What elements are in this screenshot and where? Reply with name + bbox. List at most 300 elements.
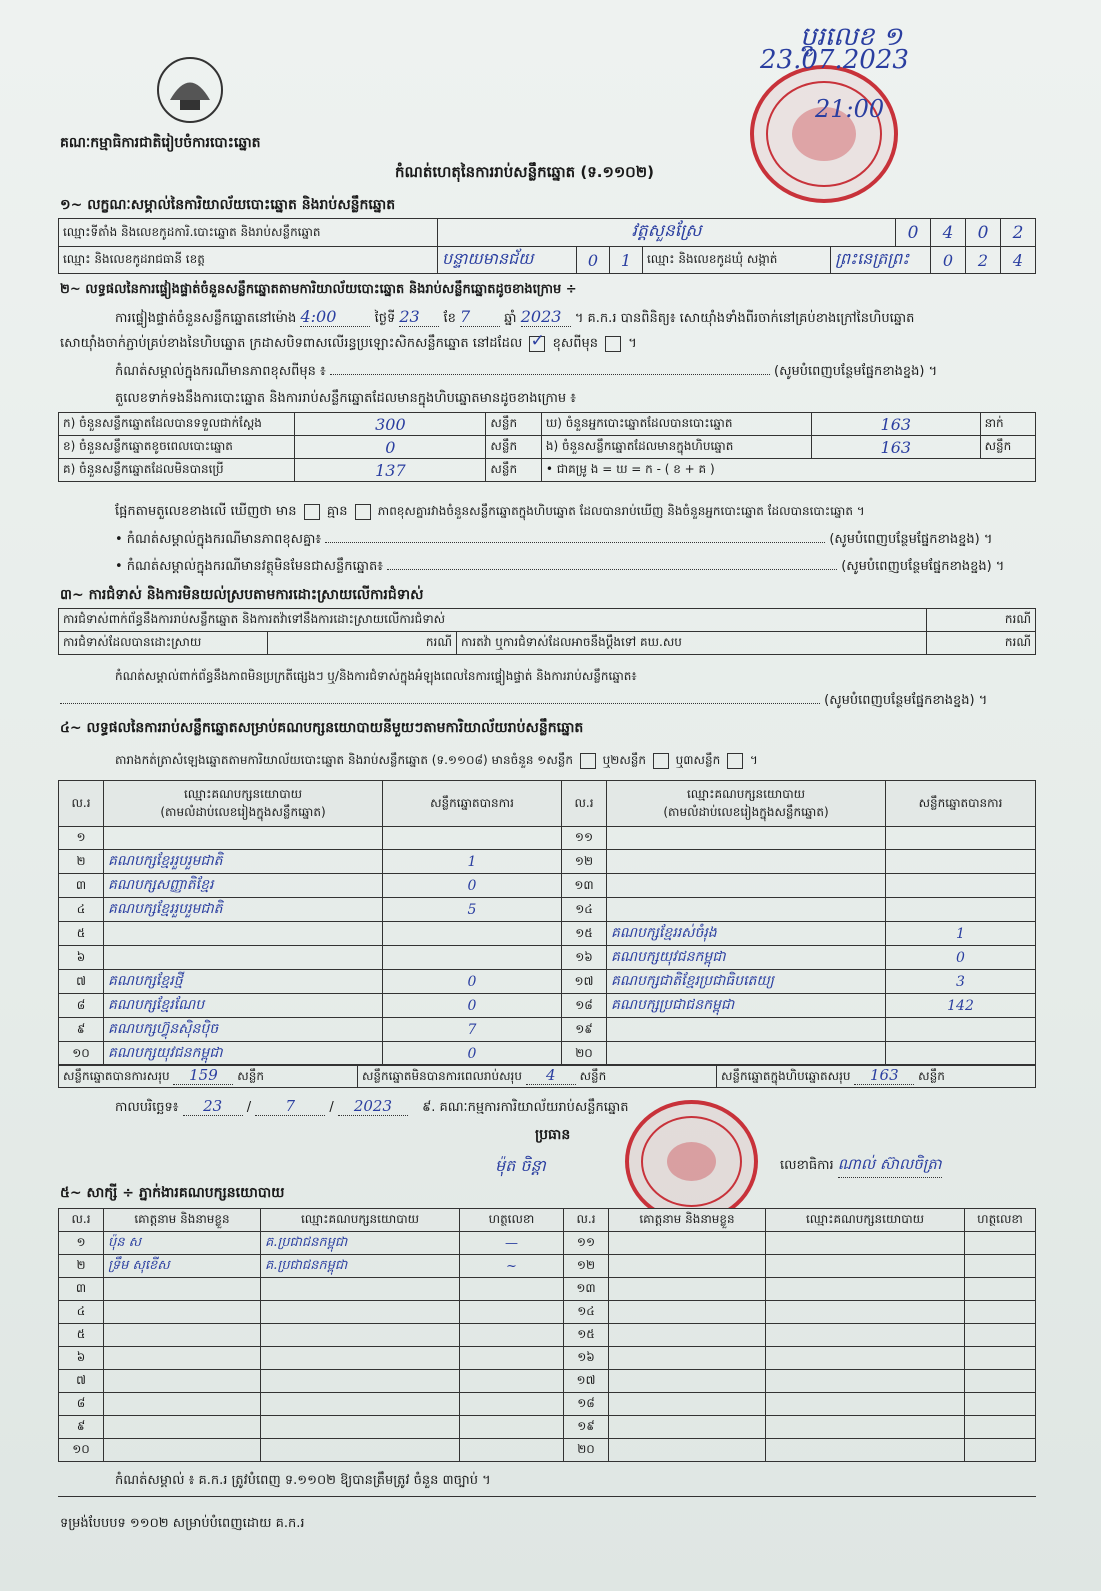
official-stamp-top bbox=[750, 65, 898, 203]
figures-intro: តួលេខទាក់ទងនឹងការបោះឆ្នោត និងការរាប់សន្លឹកឆ្នោតដែលមានក្នុងហិបឆ្នោតមានដូចខាងក្រោម ៖ bbox=[115, 391, 576, 406]
witness-signature-right bbox=[965, 1347, 1036, 1370]
results-row bbox=[59, 922, 1036, 946]
mismatch-note-label: • កំណត់សម្គាល់ក្នុងករណីមានភាពខុសគ្នា៖ bbox=[115, 532, 322, 547]
location-label: ឈ្មោះទីតាំង និងលេខកូដការិ.បោះឆ្នោត និងរាប់សន្លឹកឆ្នោត bbox=[59, 219, 438, 247]
location-value: វត្តសួនស្រែ bbox=[438, 219, 896, 247]
witness-name-left bbox=[104, 1416, 261, 1439]
foreign-object-note-blank[interactable] bbox=[387, 569, 837, 570]
witness-name-right bbox=[609, 1393, 766, 1416]
results-table bbox=[58, 780, 1036, 1066]
witness-row bbox=[59, 1255, 1036, 1278]
results-row bbox=[59, 898, 1036, 922]
results-row bbox=[59, 1042, 1036, 1066]
formula-text: • ជាគម្រូ ង = ឃ = ក - ( ខ + គ ) bbox=[541, 459, 1035, 482]
witness-party-right bbox=[766, 1439, 965, 1462]
results-votes-left bbox=[383, 922, 562, 946]
witness-signature-right bbox=[965, 1416, 1036, 1439]
witness-party-right bbox=[766, 1393, 965, 1416]
witness-name-left bbox=[104, 1278, 261, 1301]
witness-no-right: ១៩ bbox=[564, 1416, 609, 1439]
results-party-header-left bbox=[104, 781, 383, 827]
verification-line-2: សោយ៉ាំងចាក់ភ្ជាប់គ្រប់ខាងនៃហិបឆ្នោត ក្រដាសបិទពាសលើរន្ធប្រឡោះសិកសន្លឹកឆ្នោត នៅដដែល ✓ ខុសពីមុន ។ bbox=[60, 335, 637, 354]
witness-party-right bbox=[766, 1278, 965, 1301]
mismatch-note-blank[interactable] bbox=[325, 542, 825, 543]
results-votes-right bbox=[886, 827, 1036, 850]
total-valid-label: សន្លឹកឆ្នោតបានការសរុប bbox=[63, 1069, 170, 1083]
figure-a-unit: សន្លឹក bbox=[486, 413, 541, 436]
location-table bbox=[58, 218, 1036, 274]
committee-label: ៩. គណៈកម្មការការិយាល័យរាប់សន្លឹកឆ្នោត bbox=[422, 1100, 629, 1115]
tally-sheet-line: តារាងកត់ត្រាសំឡេងឆ្នោតតាមការិយាល័យបោះឆ្នោត និងរាប់សន្លឹកឆ្នោត (ទ.១១០៨) មានចំនួន ១សន្លឹក ឬ២សន្លឹក ឬ៣សន្លឹក ។ bbox=[115, 753, 758, 767]
difference-line bbox=[115, 503, 865, 522]
commune-code-2: 2 bbox=[966, 247, 1001, 274]
witness-name-left bbox=[104, 1393, 261, 1416]
results-no-left: ១ bbox=[59, 827, 104, 850]
two-sheets-checkbox[interactable] bbox=[653, 753, 669, 769]
results-no-left: ៧ bbox=[59, 970, 104, 994]
results-party-header-right bbox=[607, 781, 886, 827]
results-votes-header-right: សន្លឹកឆ្នោតបានការ bbox=[886, 781, 1036, 827]
secretary-signature: ណាល់ ស៊ាលចិត្រា bbox=[838, 1155, 942, 1178]
witness-signature-right bbox=[965, 1439, 1036, 1462]
total-ballots-unit: សន្លឹក bbox=[918, 1069, 945, 1083]
section-5-title: ៥~ សាក្សី ÷ ភ្នាក់ងារគណបក្សនយោបាយ bbox=[60, 1185, 285, 1201]
results-no-left: ១០ bbox=[59, 1042, 104, 1066]
figure-c-label: គ) ចំនួនសន្លឹកឆ្នោតដែលមិនបានប្រើ bbox=[59, 459, 295, 482]
results-row bbox=[59, 850, 1036, 874]
results-votes-right bbox=[886, 874, 1036, 898]
figure-e-unit: សន្លឹក bbox=[980, 436, 1035, 459]
results-party-left: គណបក្សហ៊្វុនស៊ិនប៉ិច bbox=[104, 1018, 383, 1042]
verify-result-text: ។ គ.ក.រ បានពិនិត្យ៖ សោយ៉ាំងទាំងពីរចាក់នៅគ្រប់ខាងក្រៅនៃហិបឆ្នោត bbox=[574, 311, 915, 326]
witness-name-right bbox=[609, 1416, 766, 1439]
total-ballots-label: សន្លឹកឆ្នោតក្នុងហិបឆ្នោតសរុប bbox=[721, 1069, 851, 1083]
witness-no-right: ១៥ bbox=[564, 1324, 609, 1347]
witness-party-right bbox=[766, 1324, 965, 1347]
witness-row bbox=[59, 1278, 1036, 1301]
results-votes-left bbox=[383, 946, 562, 970]
witness-no-right: ១៧ bbox=[564, 1370, 609, 1393]
figure-b-value: 0 bbox=[295, 436, 486, 459]
witness-no-left: ៣ bbox=[59, 1278, 104, 1301]
results-no-left: ៩ bbox=[59, 1018, 104, 1042]
witness-signature-left bbox=[460, 1301, 564, 1324]
witness-signature-right bbox=[965, 1370, 1036, 1393]
witness-name-right bbox=[609, 1301, 766, 1324]
results-row bbox=[59, 970, 1036, 994]
witness-no-right: ១៨ bbox=[564, 1393, 609, 1416]
witness-party-right bbox=[766, 1232, 965, 1255]
foreign-object-note-tail: (សូមបំពេញបន្ថែមផ្នែកខាងខ្នង) ។ bbox=[841, 559, 1005, 574]
verify-year: 2023 bbox=[521, 307, 571, 327]
difference-note-line bbox=[115, 363, 937, 382]
witness-party-left bbox=[261, 1278, 460, 1301]
unchanged-checkbox[interactable] bbox=[529, 336, 545, 352]
date-line: កាលបរិច្ឆេទ៖ 23 / 7 / 2023 ៩. គណៈកម្មការការិយាល័យរាប់សន្លឹកឆ្នោត bbox=[115, 1097, 629, 1115]
witness-row bbox=[59, 1370, 1036, 1393]
location-code-1: 0 bbox=[896, 219, 931, 247]
results-no-right: ២០ bbox=[562, 1042, 607, 1066]
results-party-left bbox=[104, 922, 383, 946]
three-sheets-checkbox[interactable] bbox=[727, 753, 743, 769]
results-votes-right: 3 bbox=[886, 970, 1036, 994]
witness-signature-left bbox=[460, 1278, 564, 1301]
results-no-right: ១១ bbox=[562, 827, 607, 850]
witness-party-left bbox=[261, 1416, 460, 1439]
witness-no-left: ៤ bbox=[59, 1301, 104, 1324]
total-valid-value: 159 bbox=[173, 1066, 233, 1085]
results-votes-left: 1 bbox=[383, 850, 562, 874]
witness-row bbox=[59, 1393, 1036, 1416]
witness-party-left bbox=[261, 1370, 460, 1393]
results-party-header-left-line1: ឈ្មោះគណបក្សនយោបាយ bbox=[183, 786, 303, 801]
witness-signature-left bbox=[460, 1324, 564, 1347]
results-party-header-right-line1: ឈ្មោះគណបក្សនយោបាយ bbox=[686, 786, 806, 801]
total-valid-unit: សន្លឹក bbox=[237, 1069, 264, 1083]
results-party-left: គណបក្សខ្មែរថ្មី bbox=[104, 970, 383, 994]
results-votes-right: 0 bbox=[886, 946, 1036, 970]
witness-name-header-left: គោត្តនាម និងនាមខ្លួន bbox=[104, 1209, 261, 1232]
figure-c-unit: សន្លឹក bbox=[486, 459, 541, 482]
figure-d-unit: នាក់ bbox=[980, 413, 1035, 436]
witness-row bbox=[59, 1347, 1036, 1370]
results-party-header-right-line2: (តាមលំដាប់លេខរៀងក្នុងសន្លឹកឆ្នោត) bbox=[663, 804, 829, 819]
figure-a-value: 300 bbox=[295, 413, 486, 436]
complaints-table bbox=[58, 608, 1036, 655]
witness-no-left: ១០ bbox=[59, 1439, 104, 1462]
witness-no-left: ៨ bbox=[59, 1393, 104, 1416]
witness-party-left: គ.ប្រជាជនកម្ពុជា bbox=[261, 1232, 460, 1255]
handwritten-time: 21:00 bbox=[815, 95, 885, 123]
witness-party-left bbox=[261, 1347, 460, 1370]
results-no-right: ១៤ bbox=[562, 898, 607, 922]
figure-c-value: 137 bbox=[295, 459, 486, 482]
results-row bbox=[59, 1018, 1036, 1042]
results-no-right: ១៧ bbox=[562, 970, 607, 994]
witness-signature-right bbox=[965, 1324, 1036, 1347]
one-sheet-checkbox[interactable] bbox=[580, 753, 596, 769]
complaint-row-1-case: ករណី bbox=[927, 609, 1036, 632]
witness-no-left: ១ bbox=[59, 1232, 104, 1255]
witness-signature-left: ~ bbox=[460, 1255, 564, 1278]
witness-no-right: ១១ bbox=[564, 1232, 609, 1255]
commune-label: ឈ្មោះ និងលេខកូដឃុំ សង្កាត់ bbox=[643, 247, 831, 274]
figure-e-label: ង) ចំនួនសន្លឹកឆ្នោតដែលមានក្នុងហិបឆ្នោត bbox=[541, 436, 811, 459]
verify-time: 4:00 bbox=[300, 307, 370, 327]
results-party-right bbox=[607, 1018, 886, 1042]
figure-b-unit: សន្លឹក bbox=[486, 436, 541, 459]
location-code-3: 0 bbox=[966, 219, 1001, 247]
figure-d-value: 163 bbox=[812, 413, 980, 436]
handwritten-note: ប្តូរលេខ ១ bbox=[800, 22, 903, 52]
total-invalid-unit: សន្លឹក bbox=[579, 1069, 607, 1083]
results-party-left: គណបក្សយុវជនកម្ពុជា bbox=[104, 1042, 383, 1066]
totals-table bbox=[58, 1064, 1036, 1088]
verify-month: 7 bbox=[460, 307, 500, 327]
date-label: កាលបរិច្ឆេទ៖ bbox=[115, 1100, 179, 1115]
witness-signature-right bbox=[965, 1278, 1036, 1301]
witness-no-right: ២០ bbox=[564, 1439, 609, 1462]
witness-no-right: ១៤ bbox=[564, 1301, 609, 1324]
results-row bbox=[59, 874, 1036, 898]
results-no-right: ១៨ bbox=[562, 994, 607, 1018]
witness-name-right bbox=[609, 1324, 766, 1347]
results-party-header-left-line2: (តាមលំដាប់លេខរៀងក្នុងសន្លឹកឆ្នោត) bbox=[160, 804, 326, 819]
verify-day: 23 bbox=[399, 307, 439, 327]
witness-party-header-left: ឈ្មោះគណបក្សនយោបាយ bbox=[261, 1209, 460, 1232]
witness-party-right bbox=[766, 1370, 965, 1393]
form-footer: ទម្រង់បែបបទ ១១០២ សម្រាប់បំពេញដោយ គ.ក.រ bbox=[60, 1516, 305, 1531]
witness-name-header-right: គោត្តនាម និងនាមខ្លួន bbox=[609, 1209, 766, 1232]
results-no-left: ៦ bbox=[59, 946, 104, 970]
total-ballots bbox=[717, 1065, 1036, 1088]
results-votes-left: 5 bbox=[383, 898, 562, 922]
results-party-right: គណបក្សជាតិខ្មែរប្រជាធិបតេយ្យ bbox=[607, 970, 886, 994]
witness-table bbox=[58, 1208, 1036, 1462]
commune-code-3: 4 bbox=[1001, 247, 1036, 274]
section-3-title: ៣~ ការជំទាស់ និងការមិនយល់ស្របតាមការដោះស្រាយលើការជំទាស់ bbox=[60, 587, 424, 603]
province-code-1: 0 bbox=[577, 247, 610, 274]
witness-signature-left bbox=[460, 1439, 564, 1462]
results-party-left: គណបក្សខ្មែរណែប bbox=[104, 994, 383, 1018]
results-votes-left: 0 bbox=[383, 994, 562, 1018]
figures-table bbox=[58, 412, 1036, 482]
results-no-right: ១៣ bbox=[562, 874, 607, 898]
results-votes-right: 142 bbox=[886, 994, 1036, 1018]
witness-name-right bbox=[609, 1278, 766, 1301]
total-invalid bbox=[358, 1065, 717, 1088]
witness-name-right bbox=[609, 1347, 766, 1370]
witness-row bbox=[59, 1232, 1036, 1255]
total-invalid-value: 4 bbox=[526, 1066, 576, 1085]
secretary-line bbox=[780, 1155, 942, 1178]
results-no-right: ១៦ bbox=[562, 946, 607, 970]
total-invalid-label: សន្លឹកឆ្នោតមិនបានការពេលរាប់សរុប bbox=[362, 1069, 522, 1083]
witness-no-header-right: ល.រ bbox=[564, 1209, 609, 1232]
witness-name-left bbox=[104, 1370, 261, 1393]
witness-no-left: ២ bbox=[59, 1255, 104, 1278]
results-row bbox=[59, 946, 1036, 970]
verify-day-label: ថ្ងៃទី bbox=[374, 311, 396, 326]
irregularity-note-line bbox=[60, 692, 987, 711]
results-votes-left bbox=[383, 827, 562, 850]
witness-party-right bbox=[766, 1416, 965, 1439]
witness-party-left bbox=[261, 1301, 460, 1324]
witness-no-left: ៥ bbox=[59, 1324, 104, 1347]
results-party-left: គណបក្សខ្មែររួបរួមជាតិ bbox=[104, 850, 383, 874]
section-1-title: ១~ លក្ខណៈសម្គាល់នៃការិយាល័យបោះឆ្នោត និងរាប់សន្លឹកឆ្នោត bbox=[60, 197, 396, 213]
witness-signature-right bbox=[965, 1255, 1036, 1278]
difference-text: ភាពខុសគ្នារវាងចំនួនសន្លឹកឆ្នោតក្នុងហិបឆ្នោត ដែលបានរាប់ឃើញ និងចំនួនអ្នកបោះឆ្នោត ដែលបានបោះឆ្នោត ។ bbox=[377, 504, 865, 518]
resolved-complaints-label: ការជំទាស់ដែលបានដោះស្រាយ bbox=[59, 632, 268, 655]
results-no-right: ១៩ bbox=[562, 1018, 607, 1042]
footer-divider bbox=[58, 1496, 1036, 1497]
total-ballots-value: 163 bbox=[854, 1066, 914, 1085]
commune-value: ព្រះនេត្រព្រះ bbox=[831, 247, 931, 274]
witness-party-right bbox=[766, 1255, 965, 1278]
witness-row bbox=[59, 1324, 1036, 1347]
witness-no-header-left: ល.រ bbox=[59, 1209, 104, 1232]
witness-party-left bbox=[261, 1324, 460, 1347]
total-valid bbox=[59, 1065, 358, 1088]
figure-a-label: ក) ចំនួនសន្លឹកឆ្នោតដែលបានទទួលជាក់ស្តែង bbox=[59, 413, 295, 436]
two-sheets-label: ឬ២សន្លឹក bbox=[602, 753, 647, 767]
section-2-title: ២~ លទ្ធផលនៃការផ្ទៀងផ្ទាត់ចំនួនសន្លឹកឆ្នោតតាមការិយាល័យបោះឆ្នោត និងរាប់សន្លឹកឆ្នោតដូចខាងក្រោម ÷ bbox=[60, 282, 577, 297]
witness-signature-right bbox=[965, 1393, 1036, 1416]
witness-signature-right bbox=[965, 1232, 1036, 1255]
location-code-4: 2 bbox=[1001, 219, 1036, 247]
verify-year-label: ឆ្នាំ bbox=[504, 311, 517, 326]
date-day: 23 bbox=[183, 1097, 243, 1116]
results-votes-header-left: សន្លឹកឆ្នោតបានការ bbox=[383, 781, 562, 827]
results-party-left bbox=[104, 946, 383, 970]
verification-line-1 bbox=[115, 307, 914, 329]
difference-has-label: ផ្អែកតាមតួលេខខាងលើ ឃើញថា មាន bbox=[115, 504, 297, 519]
results-party-left: គណបក្សខ្មែររួបរួមជាតិ bbox=[104, 898, 383, 922]
nec-emblem-icon bbox=[155, 55, 225, 125]
changed-label: ខុសពីមុន bbox=[552, 336, 598, 351]
changed-checkbox[interactable] bbox=[605, 336, 621, 352]
witness-signature-right bbox=[965, 1301, 1036, 1324]
results-party-right: គណបក្សប្រជាជនកម្ពុជា bbox=[607, 994, 886, 1018]
witness-party-header-right: ឈ្មោះគណបក្សនយោបាយ bbox=[766, 1209, 965, 1232]
results-no-right: ១២ bbox=[562, 850, 607, 874]
results-votes-left: 7 bbox=[383, 1018, 562, 1042]
chair-signature: ម៉ុត ចិន្តា bbox=[495, 1156, 546, 1175]
witness-name-left: ទ្រឹម សុខើស bbox=[104, 1255, 261, 1278]
results-party-right: គណបក្សយុវជនកម្ពុជា bbox=[607, 946, 886, 970]
figure-b-label: ខ) ចំនួនសន្លឹកឆ្នោតខូចពេលបោះឆ្នោត bbox=[59, 436, 295, 459]
three-sheets-label: ឬ៣សន្លឹក bbox=[675, 753, 721, 767]
results-no-left: ៣ bbox=[59, 874, 104, 898]
results-no-right: ១៥ bbox=[562, 922, 607, 946]
footer-note: កំណត់សម្គាល់ ៖ គ.ក.រ ត្រូវបំពេញ ទ.១១០២ ឱ្យបានត្រឹមត្រូវ ចំនួន ៣ច្បាប់ ។ bbox=[115, 1473, 491, 1488]
witness-signature-left bbox=[460, 1347, 564, 1370]
witness-name-left bbox=[104, 1324, 261, 1347]
witness-no-left: ៧ bbox=[59, 1370, 104, 1393]
mismatch-note-line bbox=[115, 531, 992, 550]
tally-intro: តារាងកត់ត្រាសំឡេងឆ្នោតតាមការិយាល័យបោះឆ្នោត និងរាប់សន្លឹកឆ្នោត (ទ.១១០៨) មានចំនួន ១សន្លឹក bbox=[115, 753, 573, 767]
seal-status-text: សោយ៉ាំងចាក់ភ្ជាប់គ្រប់ខាងនៃហិបឆ្នោត ក្រដាសបិទពាសលើរន្ធប្រឡោះសិកសន្លឹកឆ្នោត នៅដដែល bbox=[60, 336, 523, 351]
results-row bbox=[59, 827, 1036, 850]
no-difference-checkbox[interactable] bbox=[355, 504, 371, 520]
results-votes-right bbox=[886, 1042, 1036, 1066]
results-no-left: ៤ bbox=[59, 898, 104, 922]
witness-name-right bbox=[609, 1370, 766, 1393]
org-name: គណៈកម្មាធិការជាតិរៀបចំការបោះឆ្នោត bbox=[60, 135, 261, 151]
results-row bbox=[59, 994, 1036, 1018]
document-title: កំណត់ហេតុនៃការរាប់សន្លឹកឆ្នោត (ទ.១១០២) bbox=[395, 163, 655, 181]
figure-e-value: 163 bbox=[812, 436, 980, 459]
irregularity-note-tail: (សូមបំពេញបន្ថែមផ្នែកខាងខ្នង) ។ bbox=[824, 693, 988, 708]
location-code-2: 4 bbox=[931, 219, 966, 247]
witness-party-right bbox=[766, 1301, 965, 1324]
handwritten-date: 23.07.2023 bbox=[760, 45, 909, 75]
witness-party-left bbox=[261, 1393, 460, 1416]
verify-time-label: ការផ្ទៀងផ្ទាត់ចំនួនសន្លឹកឆ្នោតនៅម៉ោង bbox=[115, 311, 297, 326]
witness-row bbox=[59, 1416, 1036, 1439]
results-no-header-left: ល.រ bbox=[59, 781, 104, 827]
witness-signature-left: — bbox=[460, 1232, 564, 1255]
results-party-left: គណបក្សសញ្ញាតិខ្មែរ bbox=[104, 874, 383, 898]
foreign-object-note-label: • កំណត់សម្គាល់ក្នុងករណីមានវត្ថុមិនមែនជាសន្លឹកឆ្នោត៖ bbox=[115, 559, 383, 574]
witness-name-left: ប៉ុន ស bbox=[104, 1232, 261, 1255]
verify-month-label: ខែ bbox=[443, 311, 456, 326]
irregularity-note: កំណត់សម្គាល់ពាក់ព័ន្ធនឹងភាពមិនប្រក្រតីផ្សេងៗ ឬ/និងការជំទាស់ក្នុងអំឡុងពេលនៃការផ្ទៀងផ្ទាត់ និងការរាប់សន្លឹកឆ្នោត៖ bbox=[115, 669, 637, 683]
witness-no-right: ១៦ bbox=[564, 1347, 609, 1370]
witness-name-left bbox=[104, 1301, 261, 1324]
witness-signature-left bbox=[460, 1393, 564, 1416]
witness-no-right: ១២ bbox=[564, 1255, 609, 1278]
witness-name-left bbox=[104, 1347, 261, 1370]
results-votes-left: 0 bbox=[383, 874, 562, 898]
witness-row bbox=[59, 1439, 1036, 1462]
date-year: 2023 bbox=[338, 1097, 408, 1116]
witness-row bbox=[59, 1301, 1036, 1324]
witness-signature-left bbox=[460, 1370, 564, 1393]
witness-signature-left bbox=[460, 1416, 564, 1439]
witness-sig-header-left: ហត្ថលេខា bbox=[460, 1209, 564, 1232]
results-no-left: ៥ bbox=[59, 922, 104, 946]
complaint-row-1-label: ការជំទាស់ពាក់ព័ន្ធនឹងការរាប់សន្លឹកឆ្នោត និងការតវ៉ាទៅនឹងការដោះស្រាយលើការជំទាស់ bbox=[59, 609, 927, 632]
results-party-right bbox=[607, 850, 886, 874]
mismatch-note-tail: (សូមបំពេញបន្ថែមផ្នែកខាងខ្នង) ។ bbox=[829, 532, 993, 547]
witness-party-left bbox=[261, 1439, 460, 1462]
province-code-2: 1 bbox=[610, 247, 643, 274]
irregularity-note-blank[interactable] bbox=[60, 703, 820, 704]
results-party-right bbox=[607, 1042, 886, 1066]
results-party-right bbox=[607, 898, 886, 922]
official-stamp-bottom bbox=[625, 1100, 758, 1223]
results-votes-right: 1 bbox=[886, 922, 1036, 946]
chair-label: ប្រធាន bbox=[535, 1127, 571, 1143]
date-month: 7 bbox=[255, 1097, 325, 1116]
difference-note-label: កំណត់សម្គាល់ក្នុងករណីមានភាពខុសពីមុន ៖ bbox=[115, 364, 326, 379]
witness-name-right bbox=[609, 1439, 766, 1462]
appeal-complaints-label: ការតវ៉ា ឬការជំទាស់ដែលអាចនឹងប្តឹងទៅ គឃ.សប bbox=[457, 632, 927, 655]
appeal-complaints-case: ករណី bbox=[927, 632, 1036, 655]
foreign-object-note-line bbox=[115, 558, 1004, 577]
results-votes-left: 0 bbox=[383, 1042, 562, 1066]
results-votes-right bbox=[886, 850, 1036, 874]
results-party-right: គណបក្សខ្មែររស់ចំរុង bbox=[607, 922, 886, 946]
witness-party-right bbox=[766, 1347, 965, 1370]
witness-name-left bbox=[104, 1439, 261, 1462]
witness-no-left: ៦ bbox=[59, 1347, 104, 1370]
results-party-right bbox=[607, 874, 886, 898]
results-votes-right bbox=[886, 898, 1036, 922]
results-party-right bbox=[607, 827, 886, 850]
difference-none-label: គ្មាន bbox=[326, 504, 348, 519]
province-label: ឈ្មោះ និងលេខកូដរាជធានី ខេត្ត bbox=[63, 252, 205, 266]
witness-sig-header-right: ហត្ថលេខា bbox=[965, 1209, 1036, 1232]
difference-note-blank[interactable] bbox=[330, 374, 770, 375]
witness-no-right: ១៣ bbox=[564, 1278, 609, 1301]
results-party-left bbox=[104, 827, 383, 850]
commune-code-1: 0 bbox=[931, 247, 966, 274]
results-votes-right bbox=[886, 1018, 1036, 1042]
results-no-header-right: ល.រ bbox=[562, 781, 607, 827]
has-difference-checkbox[interactable] bbox=[304, 504, 320, 520]
witness-name-right bbox=[609, 1255, 766, 1278]
section-4-title: ៤~ លទ្ធផលនៃការរាប់សន្លឹកឆ្នោតសម្រាប់គណបក្សនយោបាយនីមួយៗតាមការិយាល័យរាប់សន្លឹកឆ្នោត bbox=[60, 720, 584, 736]
witness-no-left: ៩ bbox=[59, 1416, 104, 1439]
witness-name-right bbox=[609, 1232, 766, 1255]
province-value: បន្ទាយមានជ័យ bbox=[438, 247, 577, 274]
witness-party-left: គ.ប្រជាជនកម្ពុជា bbox=[261, 1255, 460, 1278]
results-no-left: ៨ bbox=[59, 994, 104, 1018]
results-no-left: ២ bbox=[59, 850, 104, 874]
